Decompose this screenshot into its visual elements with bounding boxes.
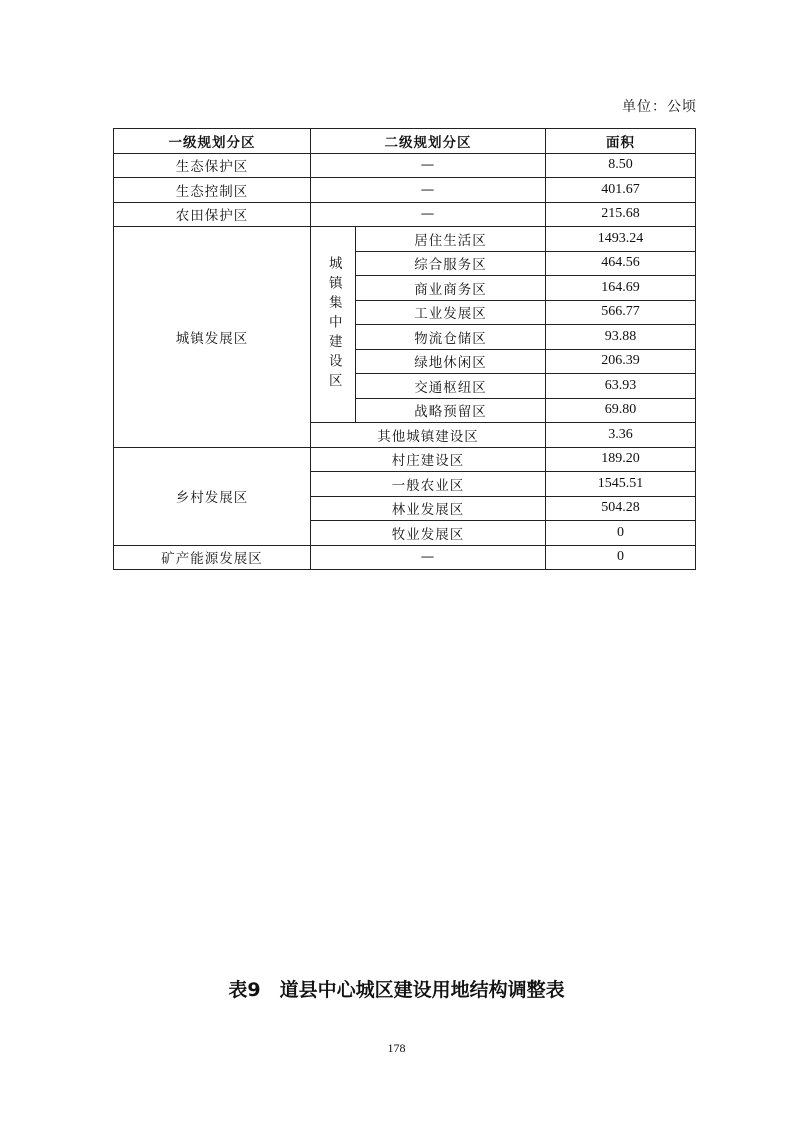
table-row — [114, 202, 696, 227]
area-cell: 1493.24 — [546, 227, 696, 252]
level2-cell: 一般农业区 — [311, 472, 546, 497]
table-row — [114, 227, 696, 252]
area-cell: 401.67 — [546, 178, 696, 203]
area-cell: 93.88 — [546, 325, 696, 350]
area-cell: 69.80 — [546, 398, 696, 423]
level2-cell: 林业发展区 — [311, 496, 546, 521]
level1-cell: 生态保护区 — [114, 153, 311, 178]
level2-cell: — — [311, 178, 546, 203]
level2-cell: 绿地休闲区 — [356, 349, 546, 374]
level2-cell: 村庄建设区 — [311, 447, 546, 472]
level1-cell-urban: 城镇发展区 — [114, 227, 311, 448]
table-row — [114, 447, 696, 472]
table-caption: 表9 道县中心城区建设用地结构调整表 — [228, 979, 565, 1001]
level2-cell: 其他城镇建设区 — [311, 423, 546, 448]
area-cell: 1545.51 — [546, 472, 696, 497]
area-cell: 504.28 — [546, 496, 696, 521]
area-cell: 3.36 — [546, 423, 696, 448]
area-cell: 206.39 — [546, 349, 696, 374]
zoning-table — [113, 128, 696, 570]
area-cell: 164.69 — [546, 276, 696, 301]
level2-cell: 商业商务区 — [356, 276, 546, 301]
area-cell: 215.68 — [546, 202, 696, 227]
table-header-row — [114, 129, 696, 154]
area-cell: 566.77 — [546, 300, 696, 325]
urban-group-label: 城镇集中建设区 — [325, 256, 342, 393]
table-row — [114, 153, 696, 178]
level2-cell: 战略预留区 — [356, 398, 546, 423]
level1-cell-rural: 乡村发展区 — [114, 447, 311, 545]
table-row — [114, 545, 696, 570]
level2-cell: — — [311, 545, 546, 570]
header-level2: 二级规划分区 — [311, 129, 546, 154]
level2-cell: 综合服务区 — [356, 251, 546, 276]
table-row — [114, 178, 696, 203]
page-number: 178 — [387, 1041, 406, 1055]
level2-cell: — — [311, 153, 546, 178]
level2-cell: 牧业发展区 — [311, 521, 546, 546]
header-area: 面积 — [546, 129, 696, 154]
area-cell: 464.56 — [546, 251, 696, 276]
header-level1: 一级规划分区 — [114, 129, 311, 154]
level2-cell: 交通枢纽区 — [356, 374, 546, 399]
unit-note: 单位：公顷 — [622, 99, 697, 115]
area-cell: 0 — [546, 545, 696, 570]
level2-cell: 物流仓储区 — [356, 325, 546, 350]
level2-cell: 居住生活区 — [356, 227, 546, 252]
area-cell: 8.50 — [546, 153, 696, 178]
level1-cell: 农田保护区 — [114, 202, 311, 227]
area-cell: 189.20 — [546, 447, 696, 472]
level2-cell: — — [311, 202, 546, 227]
urban-group-label-cell — [311, 227, 356, 423]
level1-cell: 生态控制区 — [114, 178, 311, 203]
level2-cell: 工业发展区 — [356, 300, 546, 325]
area-cell: 63.93 — [546, 374, 696, 399]
area-cell: 0 — [546, 521, 696, 546]
level1-cell: 矿产能源发展区 — [114, 545, 311, 570]
